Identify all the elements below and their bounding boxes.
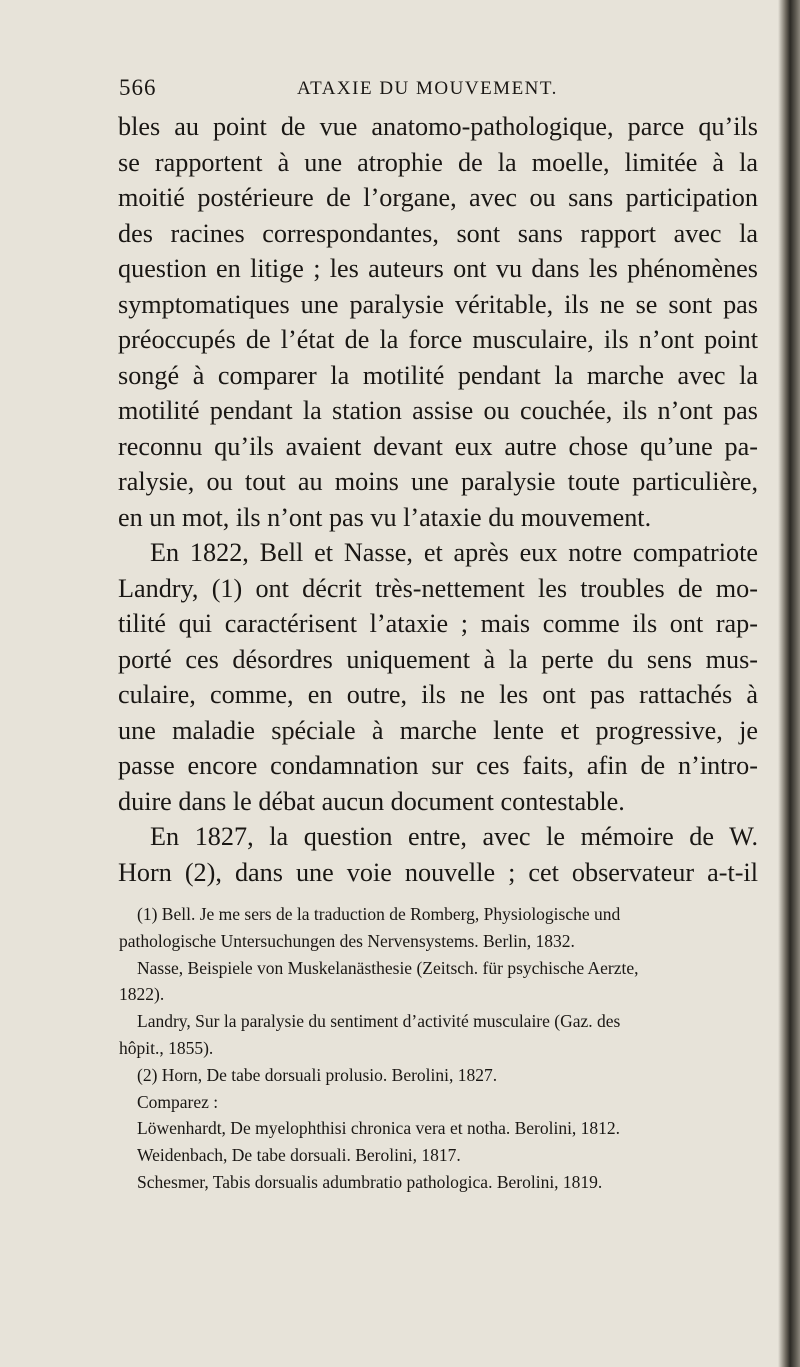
- text-line: bles au point de vue anatomo-pathologique, parce qu’ils: [118, 112, 758, 141]
- text-line: symptomatiques une paralysie véritable, ils ne se sont pas: [118, 289, 758, 319]
- footnote-line: (1) Bell. Je me sers de la traduction de Romberg, Physiologische und: [137, 904, 621, 924]
- footnotes: [119, 901, 759, 1196]
- text-line: songé à comparer la motilité pendant la marche avec la: [118, 360, 758, 390]
- text-line: passe encore condamnation sur ces faits, afin de n’intro-: [118, 751, 758, 780]
- running-title: ATAXIE DU MOUVEMENT.: [297, 78, 558, 99]
- footnote-line: Comparez :: [137, 1091, 219, 1112]
- footnote-line: 1822).: [119, 984, 165, 1005]
- footnote-line: (2) Horn, De tabe dorsuali prolusio. Berolini, 1827.: [137, 1064, 498, 1085]
- text-line: préoccupés de l’état de la force musculaire, ils n’ont point: [118, 325, 758, 354]
- page-header: [119, 75, 739, 105]
- footnote-line: pathologische Untersuchungen des Nervensystems. Berlin, 1832.: [119, 930, 575, 951]
- text-line: porté ces désordres uniquement à la perte du sens mus-: [118, 644, 758, 674]
- text-line: Landry, (1) ont décrit très-nettement les troubles de mo-: [118, 573, 758, 603]
- text-line: question en litige ; les auteurs ont vu dans les phénomènes: [118, 254, 758, 283]
- footnote-line: Weidenbach, De tabe dorsuali. Berolini, 1817.: [137, 1145, 461, 1166]
- text-line: En 1822, Bell et Nasse, et après eux notre compatriote: [150, 538, 758, 567]
- text-line: ralysie, ou tout au moins une paralysie toute particulière,: [118, 467, 758, 496]
- text-line: En 1827, la question entre, avec le mémoire de W.: [150, 822, 758, 851]
- text-line: culaire, comme, en outre, ils ne les ont pas rattachés à: [118, 680, 758, 709]
- body-text: [118, 109, 758, 890]
- footnote-line: hôpit., 1855).: [119, 1037, 214, 1058]
- text-line: tilité qui caractérisent l’ataxie ; mais comme ils ont rap-: [118, 609, 758, 638]
- page-edge-shadow: [778, 0, 800, 1367]
- text-line: une maladie spéciale à marche lente et progressive, je: [118, 715, 758, 745]
- text-line: se rapportent à une atrophie de la moelle, limitée à la: [118, 147, 758, 177]
- footnote-line: Nasse, Beispiele von Muskelanästhesie (Zeitsch. für psychische Aerzte,: [137, 957, 639, 978]
- footnote-line: Löwenhardt, De myelophthisi chronica vera et notha. Berolini, 1812.: [137, 1118, 621, 1139]
- text-line: moitié postérieure de l’organe, avec ou sans participation: [118, 183, 758, 212]
- text-line: en un mot, ils n’ont pas vu l’ataxie du mouvement.: [118, 502, 652, 532]
- text-line: motilité pendant la station assise ou couchée, ils n’ont pas: [118, 396, 758, 425]
- page-number: 566: [119, 75, 157, 100]
- text-line: des racines correspondantes, sont sans rapport avec la: [118, 218, 758, 248]
- footnote-line: Schesmer, Tabis dorsualis adumbratio pathologica. Berolini, 1819.: [137, 1171, 603, 1192]
- text-line: duire dans le débat aucun document contestable.: [118, 786, 625, 816]
- footnote-line: Landry, Sur la paralysie du sentiment d’activité musculaire (Gaz. des: [137, 1011, 621, 1032]
- text-line: Horn (2), dans une voie nouvelle ; cet observateur a-t-il: [118, 857, 758, 887]
- text-line: reconnu qu’ils avaient devant eux autre chose qu’une pa-: [118, 431, 758, 461]
